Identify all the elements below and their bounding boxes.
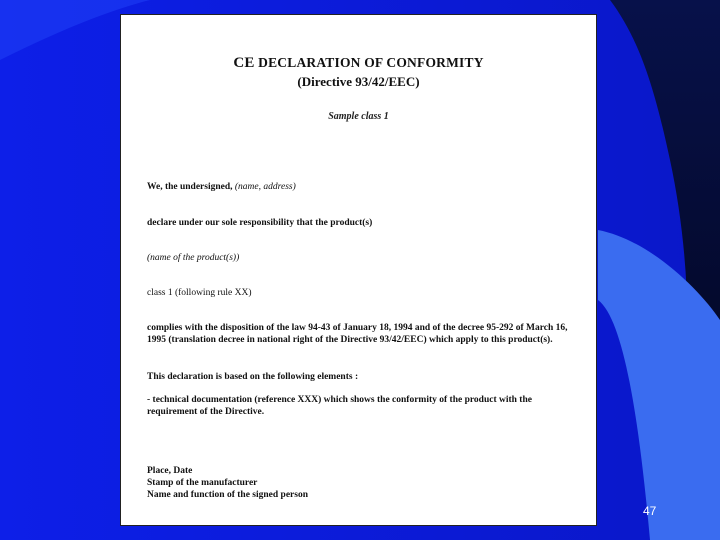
document-title [121, 55, 596, 72]
manufacturer-stamp: Stamp of the manufacturer [147, 478, 258, 488]
signer-name-function: Name and function of the signed person [147, 490, 308, 500]
slide-page-number: 47 [643, 504, 657, 518]
undersigned-placeholder: (name, address) [232, 182, 296, 192]
class-line: class 1 (following rule XX) [147, 288, 252, 298]
technical-documentation-line: - technical documentation (reference XXX) which shows the conformity of the product with the requirement of the Directive. [147, 395, 532, 417]
based-on-line: This declaration is based on the following elements : [147, 372, 359, 382]
complies-paragraph: complies with the disposition of the law 94-43 of January 18, 1994 and of the decree 95-292 of March 16, 1995 (translation decree in national right of the Directive 93/42/EEC) which apply to this product(s). [147, 323, 568, 345]
declaration-document [120, 14, 597, 526]
ce-mark: CE [233, 55, 255, 71]
title-text: DECLARATION OF CONFORMITY [254, 55, 484, 70]
place-date: Place, Date [147, 466, 193, 476]
product-name-placeholder: (name of the product(s)) [147, 253, 240, 263]
undersigned-label: We, the undersigned, [147, 182, 233, 192]
undersigned-line [147, 182, 583, 194]
signature-block [147, 465, 308, 501]
declare-line: declare under our sole responsibility that the product(s) [147, 218, 373, 228]
document-subtitle: (Directive 93/42/EEC) [297, 74, 420, 89]
sample-class: Sample class 1 [328, 111, 389, 122]
